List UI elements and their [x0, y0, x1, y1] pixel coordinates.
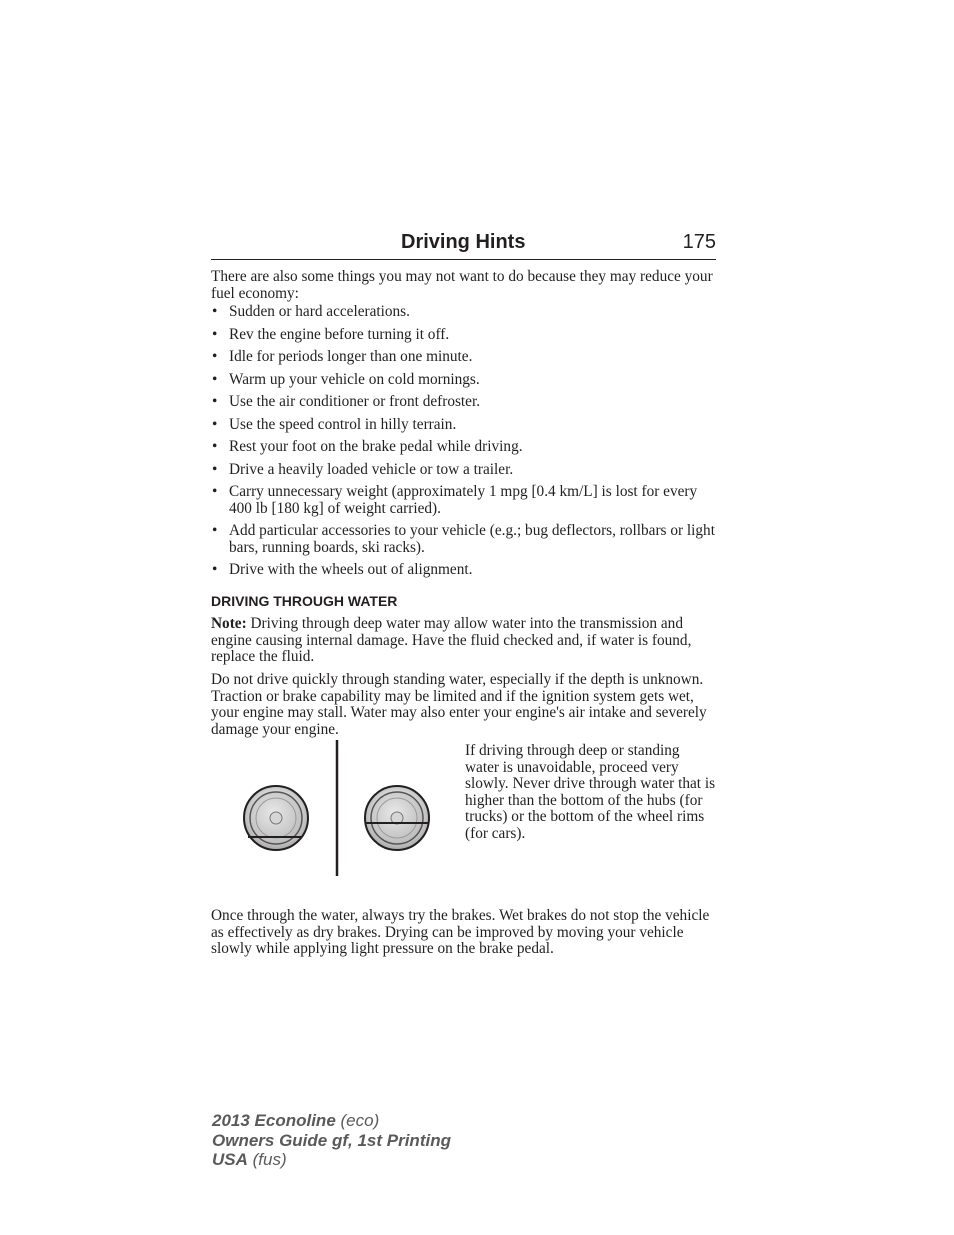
- list-item: • Sudden or hard accelerations.: [211, 304, 716, 321]
- list-item: • Idle for periods longer than one minute.: [211, 349, 716, 366]
- wheel-hub-water-level-icon: [244, 786, 308, 850]
- list-item: • Add particular accessories to your vehicle (e.g.; bug deflectors, rollbars or light bars, running boards, ski racks).: [211, 523, 716, 556]
- brakes-paragraph: Once through the water, always try the brakes. Wet brakes do not stop the vehicle as effectively as dry brakes. Drying can be improved by moving your vehicle slowly while applying light pressure on the brake pedal.: [211, 907, 710, 957]
- wheel-rim-water-level-icon: [365, 786, 429, 850]
- section-heading: DRIVING THROUGH WATER: [211, 593, 398, 609]
- water-depth-illustration: [238, 740, 438, 876]
- list-item: • Use the speed control in hilly terrain.: [211, 417, 716, 434]
- page-title: Driving Hints: [401, 231, 526, 253]
- list-item: • Rest your foot on the brake pedal while driving.: [211, 439, 716, 456]
- intro-paragraph: There are also some things you may not want to do because they may reduce your fuel economy:: [211, 268, 713, 302]
- note-text: Driving through deep water may allow water into the transmission and engine causing internal damage. Have the fluid checked and, if water is found, replace the fluid.: [211, 615, 692, 665]
- list-item: • Warm up your vehicle on cold mornings.: [211, 372, 716, 389]
- page-header: [211, 229, 716, 260]
- page-footer: [212, 1111, 451, 1170]
- list-item: • Drive a heavily loaded vehicle or tow a trailer.: [211, 462, 716, 479]
- footer-line-guide: Owners Guide gf, 1st Printing: [212, 1130, 451, 1150]
- note-label: Note:: [211, 615, 247, 632]
- footer-line-region: USA (fus): [212, 1150, 287, 1169]
- list-item: • Drive with the wheels out of alignment.: [211, 562, 716, 579]
- list-item: • Carry unnecessary weight (approximately 1 mpg [0.4 km/L] is lost for every 400 lb [180 kg] of weight carried).: [211, 484, 716, 517]
- deep-water-paragraph: If driving through deep or standing water is unavoidable, proceed very slowly. Never drive through water that is higher than the bottom of the hubs (for trucks) or the bottom of the wheel rims (for cars).: [465, 742, 716, 842]
- page-number: 175: [682, 231, 716, 253]
- list-item: • Rev the engine before turning it off.: [211, 327, 716, 344]
- water-warning-paragraph: Do not drive quickly through standing water, especially if the depth is unknown. Traction or brake capability may be limited and if the ignition system gets wet, your engine may stall. Water may also enter your engine's air intake and severely damage your engine.: [211, 671, 707, 738]
- footer-line-model: 2013 Econoline (eco): [212, 1111, 380, 1130]
- list-item: • Use the air conditioner or front defroster.: [211, 394, 716, 411]
- note-paragraph: [211, 616, 716, 666]
- fuel-economy-list: [211, 304, 716, 585]
